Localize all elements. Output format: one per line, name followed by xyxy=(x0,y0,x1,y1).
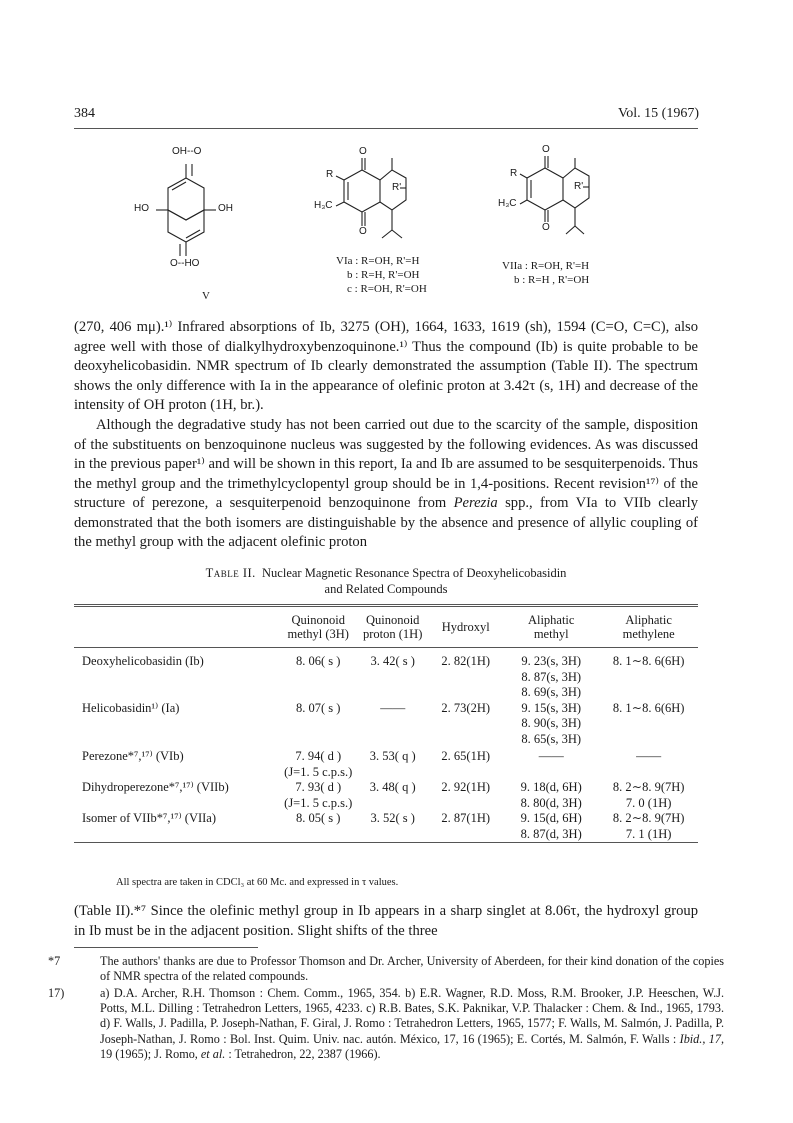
journal-volume: Vol. 15 (1967) xyxy=(617,106,699,121)
compound-name: Isomer of VIIb*⁷,¹⁷⁾ (VIIa) xyxy=(82,811,217,825)
coupling-constant: (J=1. 5 c.p.s.) xyxy=(284,795,353,810)
footnote-7-label: *7 xyxy=(48,954,61,968)
table-row xyxy=(74,701,698,717)
paragraph-2-part-a: Although the degradative study has not been carried out due to the scarcity of the sample, disposition of the substituents on benzoquinone nucleus was suggested by the following evidences. As was discussed in the previous paper¹⁾ and will be shown in this report, Ia and Ib are assumed to be sesquiterpenoids. Thus the methyl group and the trimethylcyclopentyl group should be in 1,4-positions. Recent revision¹⁷⁾ of the structure of perezone, a sesquiterpenoid benzoquinone from xyxy=(74,417,698,511)
aliphatic-methylene-value: 7. 0 (1H) xyxy=(625,795,672,810)
header-aliphatic-methyl: Aliphatic methyl xyxy=(527,613,575,641)
header-rule xyxy=(74,128,698,129)
table-label: Table II. xyxy=(205,566,256,580)
quinonoid-methyl-value: 7. 94( d ) xyxy=(295,749,342,763)
paragraph-2-part-b: spp., from VIa to VIIb clearly demonstrated that the both isomers are distinguishable by the absence and presence of allylic coupling of the methyl group with the adjacent olefinic proton xyxy=(74,495,698,550)
table-row xyxy=(74,716,698,732)
reference-17 xyxy=(48,986,724,1062)
genus-name: Perezia xyxy=(453,495,498,511)
header-aliphatic-methylene: Aliphatic methylene xyxy=(622,613,675,641)
table-title xyxy=(74,565,698,597)
table-row xyxy=(74,780,698,796)
table-footnote: All spectra are taken in CDCl₃ at 60 Mc. and expressed in τ values. xyxy=(116,877,399,888)
table-title-line-1 xyxy=(74,565,698,581)
table-row xyxy=(74,827,698,843)
vi-caption-a: VIa : R=OH, R'=H xyxy=(336,255,420,267)
vii-top-oxygen: O xyxy=(542,144,550,155)
quinonoid-proton-value: 3. 53( q ) xyxy=(369,749,416,763)
vi-caption-c: c : R=OH, R'=OH xyxy=(347,283,427,295)
aliphatic-methyl-value: 8. 69(s, 3H) xyxy=(521,685,582,699)
aliphatic-methylene-value: 8. 1∼8. 6(6H) xyxy=(612,700,685,715)
quinonoid-proton-value: 3. 52( s ) xyxy=(370,811,415,825)
vi-h3c-label: H₃C xyxy=(314,200,333,211)
hydroxyl-value: 2. 73(2H) xyxy=(441,700,491,715)
aliphatic-methyl-value: 9. 18(d, 6H) xyxy=(520,780,582,794)
et-al: et al. xyxy=(200,1046,226,1061)
quinonoid-methyl-value: 8. 06( s ) xyxy=(296,654,341,668)
aliphatic-methyl-value: 8. 65(s, 3H) xyxy=(521,731,582,746)
compound-name: Dihydroperezone*⁷,¹⁷⁾ (VIIb) xyxy=(82,780,229,794)
table-row xyxy=(74,747,698,765)
chemical-structures xyxy=(130,140,630,310)
body-paragraph-2 xyxy=(74,416,698,553)
vi-rprime-label: R' xyxy=(392,182,402,193)
aliphatic-methyl-value: 9. 15(d, 6H) xyxy=(520,811,582,825)
quinonoid-methyl-value: 8. 05( s ) xyxy=(296,811,341,825)
header-hydroxyl: Hydroxyl xyxy=(441,620,490,634)
aliphatic-methylene-value: 8. 1∼8. 6(6H) xyxy=(612,654,685,668)
aliphatic-methyl-value: 8. 80(d, 3H) xyxy=(520,795,582,810)
v-left-label: HO xyxy=(134,203,149,214)
table-row xyxy=(74,685,698,701)
vii-caption-a: VIIa : R=OH, R'=H xyxy=(502,260,590,272)
v-top-label: OH--O xyxy=(172,146,202,157)
hydroxyl-value: 2. 92(1H) xyxy=(441,780,491,794)
quinonoid-methyl-value: 8. 07( s ) xyxy=(296,700,341,715)
quinonoid-methyl-value: 7. 93( d ) xyxy=(295,780,342,794)
compound-name: Deoxyhelicobasidin (Ib) xyxy=(82,654,204,668)
paragraph-3-text: (Table II).*⁷ Since the olefinic methyl group in Ib appears in a sharp singlet at 8.06τ, the hydroxyl group in Ib must be in the adjacent position. Slight shifts of the three xyxy=(74,903,698,939)
vi-bottom-oxygen: O xyxy=(359,226,367,237)
footnote-7-text: The authors' thanks are due to Professor Thomson and Dr. Archer, University of Aberdeen, for their kind donation of the copies of NMR spectra of the related compounds. xyxy=(100,954,724,984)
table-row xyxy=(74,648,698,670)
table-row xyxy=(74,765,698,781)
table-row xyxy=(74,670,698,686)
table-row xyxy=(74,811,698,827)
table-row xyxy=(74,796,698,812)
quinonoid-proton-value: 3. 48( q ) xyxy=(369,780,416,794)
compound-v-label: V xyxy=(202,290,210,302)
vii-rprime-label: R' xyxy=(574,181,584,192)
aliphatic-methyl-value: 9. 23(s, 3H) xyxy=(521,654,582,668)
vii-bottom-oxygen: O xyxy=(542,222,550,233)
quinonoid-proton-value: —— xyxy=(380,700,406,715)
compound-name: Perezone*⁷,¹⁷⁾ (VIb) xyxy=(82,749,184,763)
hydroxyl-value: 2. 65(1H) xyxy=(441,749,491,763)
body-paragraph-1 xyxy=(74,318,698,416)
footnote-rule xyxy=(74,947,258,948)
v-right-label: OH xyxy=(218,203,233,214)
aliphatic-methylene-value: 8. 2∼8. 9(7H) xyxy=(612,811,685,825)
aliphatic-methyl-value: 8. 90(s, 3H) xyxy=(521,716,582,730)
table-header-row xyxy=(74,606,698,648)
vii-r-label: R xyxy=(510,168,518,179)
reference-17-label: 17) xyxy=(48,986,65,1000)
hydroxyl-value: 2. 87(1H) xyxy=(441,811,491,825)
aliphatic-methylene-value: 8. 2∼8. 9(7H) xyxy=(612,780,685,794)
aliphatic-methyl-value: 8. 87(s, 3H) xyxy=(521,669,582,684)
hydroxyl-value: 2. 82(1H) xyxy=(441,654,491,668)
nmr-table xyxy=(74,604,698,843)
aliphatic-methylene-value: —— xyxy=(636,749,662,763)
ibid-citation: Ibid., 17, xyxy=(679,1031,724,1046)
aliphatic-methyl-value: —— xyxy=(538,749,564,763)
aliphatic-methylene-value: 7. 1 (1H) xyxy=(625,826,672,841)
footnote-7 xyxy=(48,954,724,984)
quinonoid-proton-value: 3. 42( s ) xyxy=(370,654,415,668)
aliphatic-methyl-value: 8. 87(d, 3H) xyxy=(520,826,582,841)
body-paragraph-3 xyxy=(74,902,698,941)
table-title-text-1: Nuclear Magnetic Resonance Spectra of Deoxyhelicobasidin xyxy=(262,566,567,580)
reference-17-text: a) D.A. Archer, R.H. Thomson : Chem. Comm., 1965, 354. b) E.R. Wagner, R.D. Moss, R.M. Brooker, J.P. Heeschen, W.J. Potts, M.L. Dilling : Tetrahedron Letters, 1965, 4233. c) R.B. Bates, S.K. Paknikar, V.P. Thalacker : Chem. & Ind., 1965, 1793. d) F. Walls, J. Padilla, P. Joseph-Nathan, F. Giral, J. Romo : Tetrahedron Letters, 1965, 1577; F. Walls, M. Salmón, J. Padilla, P. Joseph-Nathan, J. Romo : Bol. Inst. Quim. Univ. nac. autón. México, 17, 16 (1965); E. Cortés, M. Salmón, F. Walls : Ibid., 17, 19 (1965); J. Romo, et al. : Tetrahedron, 22, 2387 (1966). xyxy=(100,986,724,1061)
vi-r-label: R xyxy=(326,169,334,180)
header-quinonoid-proton: Quinonoid proton (1H) xyxy=(363,613,423,641)
table-title-text-2: and Related Compounds xyxy=(324,582,448,596)
v-bottom-label: O--HO xyxy=(170,258,200,269)
compound-name: Helicobasidin¹⁾ (Ia) xyxy=(82,700,180,715)
vii-caption-b: b : R=H , R'=OH xyxy=(514,274,590,286)
header-quinonoid-methyl: Quinonoid methyl (3H) xyxy=(287,613,349,641)
paragraph-1-text: (270, 406 mμ).¹⁾ Infrared absorptions of Ib, 3275 (OH), 1664, 1633, 1619 (sh), 1594 (C=O, C=C), also agree well with those of dialkylhydroxybenzoquinone.¹⁾ Thus the compound (Ib) is quite probable to be deoxyhelicobasidin. NMR spectrum of Ib clearly demonstrated the assumption (Table II). The spectrum shows the only difference with Ia in the appearance of olefinic proton at 3.42τ (s, 1H) and decrease of the intensity of OH proton (1H, br.). xyxy=(74,319,698,413)
structure-v-rings xyxy=(156,164,216,256)
paragraph-2-text xyxy=(74,416,698,553)
page-number: 384 xyxy=(74,106,95,121)
table-row xyxy=(74,732,698,748)
structure-vii-rings xyxy=(520,156,589,234)
vi-caption-b: b : R=H, R'=OH xyxy=(347,269,420,281)
structure-vi-rings xyxy=(336,158,406,238)
aliphatic-methyl-value: 9. 15(s, 3H) xyxy=(521,700,582,715)
coupling-constant: (J=1. 5 c.p.s.) xyxy=(284,764,353,779)
vi-top-oxygen: O xyxy=(359,146,367,157)
vii-h3c-label: H₃C xyxy=(498,198,517,209)
